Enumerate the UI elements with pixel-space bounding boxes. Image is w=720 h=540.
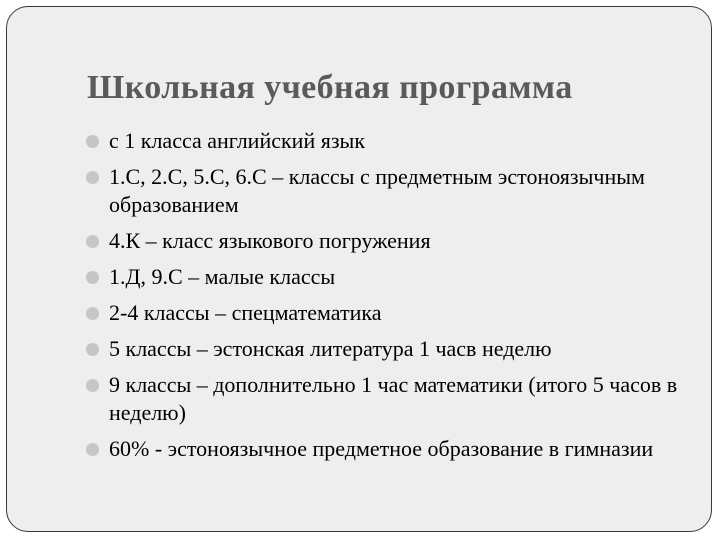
bullet-text: 1.С, 2.С, 5.С, 6.С – классы с предметным эстоноязычным образованием (109, 164, 645, 217)
bullet-circle-icon (86, 171, 99, 184)
bullet-item (85, 299, 685, 327)
bullet-circle-icon (86, 135, 99, 148)
bullet-item (85, 335, 685, 363)
bullet-circle-icon (86, 235, 99, 248)
bullet-text: с 1 класса английский язык (109, 128, 366, 153)
bullet-circle-icon (86, 307, 99, 320)
bullet-text: 2-4 классы – спецматематика (109, 300, 382, 325)
bullet-circle-icon (86, 271, 99, 284)
bullet-circle-icon (86, 343, 99, 356)
slide-title: Школьная учебная программа (87, 69, 573, 106)
bullet-item (85, 435, 685, 463)
bullet-item (85, 371, 685, 427)
bullet-circle-icon (86, 443, 99, 456)
bullet-text: 60% - эстоноязычное предметное образование в гимназии (109, 436, 654, 461)
bullet-text: 5 классы – эстонская литература 1 часв неделю (109, 336, 552, 361)
bullet-list (85, 127, 685, 471)
bullet-item (85, 163, 685, 219)
bullet-text: 9 классы – дополнительно 1 час математики (итого 5 часов в неделю) (109, 372, 678, 425)
bullet-item (85, 127, 685, 155)
bullet-circle-icon (86, 379, 99, 392)
bullet-text: 4.К – класс языкового погружения (109, 228, 431, 253)
bullet-item (85, 263, 685, 291)
bullet-text: 1.Д, 9.С – малые классы (109, 264, 336, 289)
bullet-item (85, 227, 685, 255)
slide-frame (6, 6, 712, 532)
